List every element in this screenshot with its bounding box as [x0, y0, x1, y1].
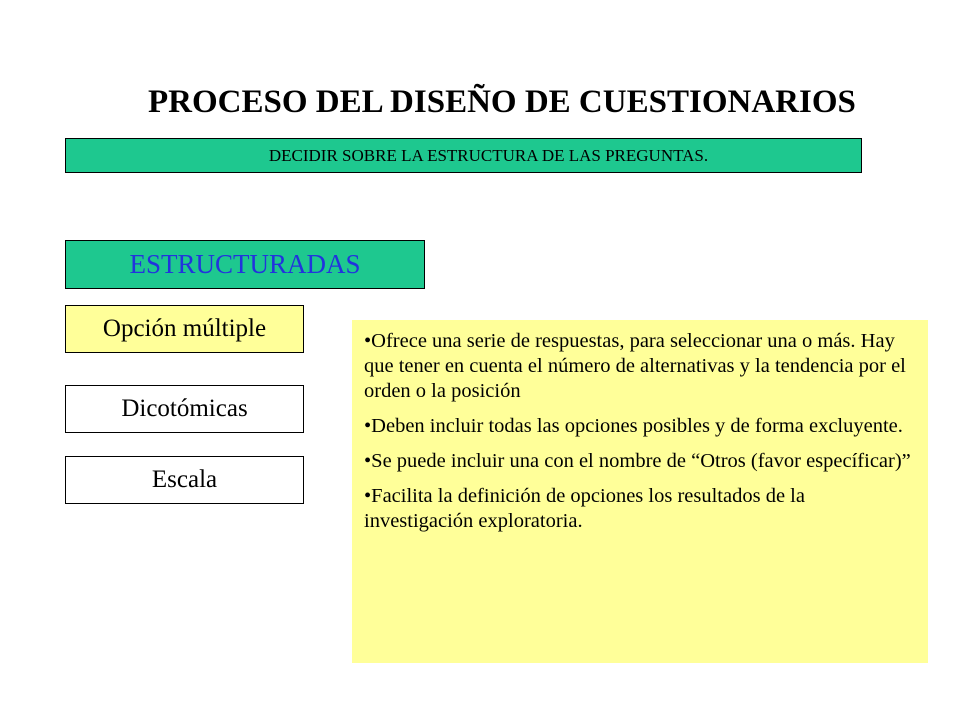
structure-banner: DECIDIR SOBRE LA ESTRUCTURA DE LAS PREGUNTAS.: [65, 138, 862, 173]
description-box: [352, 320, 928, 663]
structured-label: ESTRUCTURADAS: [65, 240, 425, 289]
description-bullet: •Ofrece una serie de respuestas, para seleccionar una o más. Hay que tener en cuenta el número de alternativas y la tendencia por el orden o la posición: [364, 330, 906, 402]
description-bullet: •Se puede incluir una con el nombre de “Otros (favor específicar)”: [364, 450, 911, 472]
type-box-dicotomicas: Dicotómicas: [65, 385, 304, 433]
slide-title: PROCESO DEL DISEÑO DE CUESTIONARIOS: [148, 84, 856, 120]
description-bullet: •Deben incluir todas las opciones posibles y de forma excluyente.: [364, 415, 903, 437]
type-box-escala: Escala: [65, 456, 304, 504]
type-box-opcion-multiple: Opción múltiple: [65, 305, 304, 353]
description-bullet: •Facilita la definición de opciones los resultados de la investigación exploratoria.: [364, 485, 805, 532]
